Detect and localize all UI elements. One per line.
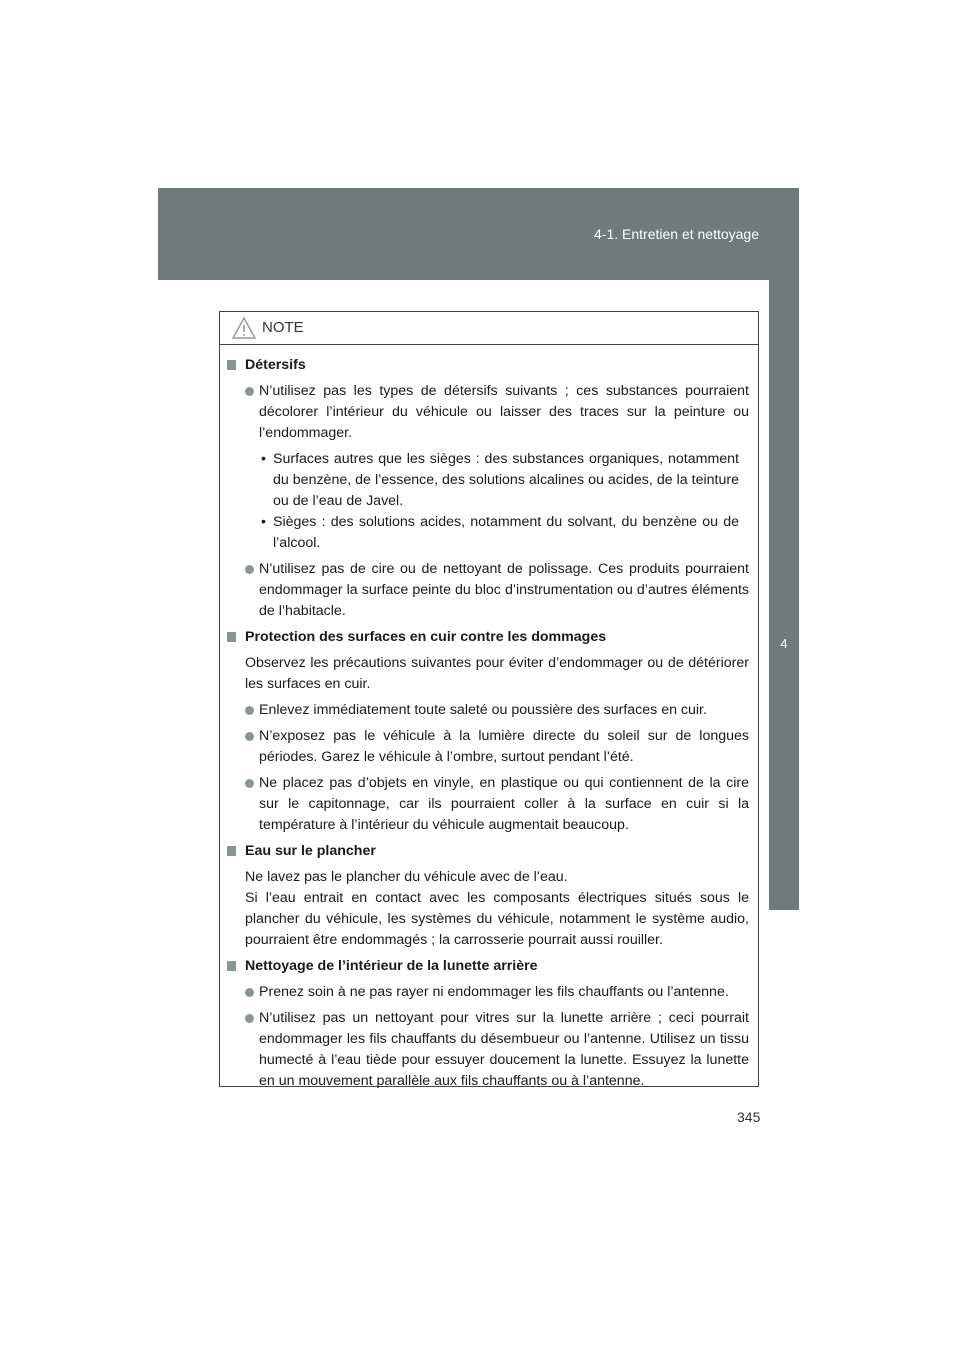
section-title-rear-window: Nettoyage de l’intérieur de la lunette arrière [227,956,749,977]
chapter-side-tab [769,280,799,1072]
note-header [220,312,758,345]
note-box [219,311,759,1087]
section-detersifs [227,355,749,622]
section-intro: Observez les précautions suivantes pour éviter d’endommager ou de détériorer les surfaces en cuir. [245,655,749,692]
square-bullet-icon [227,961,236,971]
square-bullet-icon [227,846,236,856]
bullet-item: N’utilisez pas un nettoyant pour vitres sur la lunette arrière ; ceci pourrait endommager les fils chauffants du désembueur ou l’antenne. Utilisez un tissu humecté à l’eau tiède pour essuyer doucement la lunette. Essuyez la lunette en un mouvement parallèle aux fils chauffants ou à l’antenne. [227,1008,749,1092]
bullet-item: Prenez soin à ne pas rayer ni endommager les fils chauffants ou l’antenne. [227,982,749,1003]
section-title: 4-1. Entretien et nettoyage [594,226,759,242]
paragraph: Ne lavez pas le plancher du véhicule avec de l’eau. [245,869,568,885]
sub-list [227,449,749,554]
circle-bullet-icon [245,565,254,574]
bullet-item: N’utilisez pas de cire ou de nettoyant de polissage. Ces produits pourraient endommager la surface peinte du bloc d’instrumentation ou d’autres éléments de l’habitacle. [227,559,749,622]
circle-bullet-icon [245,706,254,715]
section-title-water: Eau sur le plancher [227,841,749,862]
bullet-item: Enlevez immédiatement toute saleté ou poussière des surfaces en cuir. [227,700,749,721]
section-title-detersifs: Détersifs [227,355,749,376]
page-number: 345 [737,1109,761,1125]
sub-item: • Surfaces autres que les sièges : des substances organiques, notamment du benzène, de l’essence, des solutions alcalines ou acides, de la teinture ou de l’eau de Javel. [261,451,739,509]
header-band [158,188,799,280]
circle-bullet-icon [245,1014,254,1023]
note-body [220,345,758,1092]
section-water [227,841,749,951]
dot-bullet-icon: • [261,451,266,467]
dot-bullet-icon: • [261,514,266,530]
paragraph: Si l’eau entrait en contact avec les composants électriques situés sous le plancher du véhicule, les systèmes du véhicule, notamment le système audio, pourraient être endommagés ; la carrosserie pourrait aussi rouiller. [245,890,749,948]
section-leather [227,627,749,836]
circle-bullet-icon [245,387,254,396]
square-bullet-icon [227,360,236,370]
bullet-item: N’utilisez pas les types de détersifs suivants ; ces substances pourraient décolorer l’intérieur du véhicule ou laisser des traces sur la peinture ou l’endommager. [227,381,749,444]
warning-triangle-icon [231,316,257,340]
chapter-label: Entretien et nettoyage [776,943,792,1072]
square-bullet-icon [227,632,236,642]
sub-item: • Sièges : des solutions acides, notamment du solvant, du benzène ou de l’alcool. [261,514,739,551]
section-title-leather: Protection des surfaces en cuir contre les dommages [227,627,749,648]
section-rear-window [227,956,749,1092]
circle-bullet-icon [245,779,254,788]
circle-bullet-icon [245,732,254,741]
note-label: NOTE [262,319,304,336]
circle-bullet-icon [245,988,254,997]
bullet-item: Ne placez pas d’objets en vinyle, en plastique ou qui contiennent de la cire sur le capitonnage, car ils pourraient coller à la surface en cuir si la température à l’intérieur du véhicule augmentait beaucoup. [227,773,749,836]
bullet-item: N’exposez pas le véhicule à la lumière directe du soleil sur de longues périodes. Garez le véhicule à l’ombre, surtout pendant l’été. [227,726,749,768]
chapter-number: 4 [780,636,788,651]
